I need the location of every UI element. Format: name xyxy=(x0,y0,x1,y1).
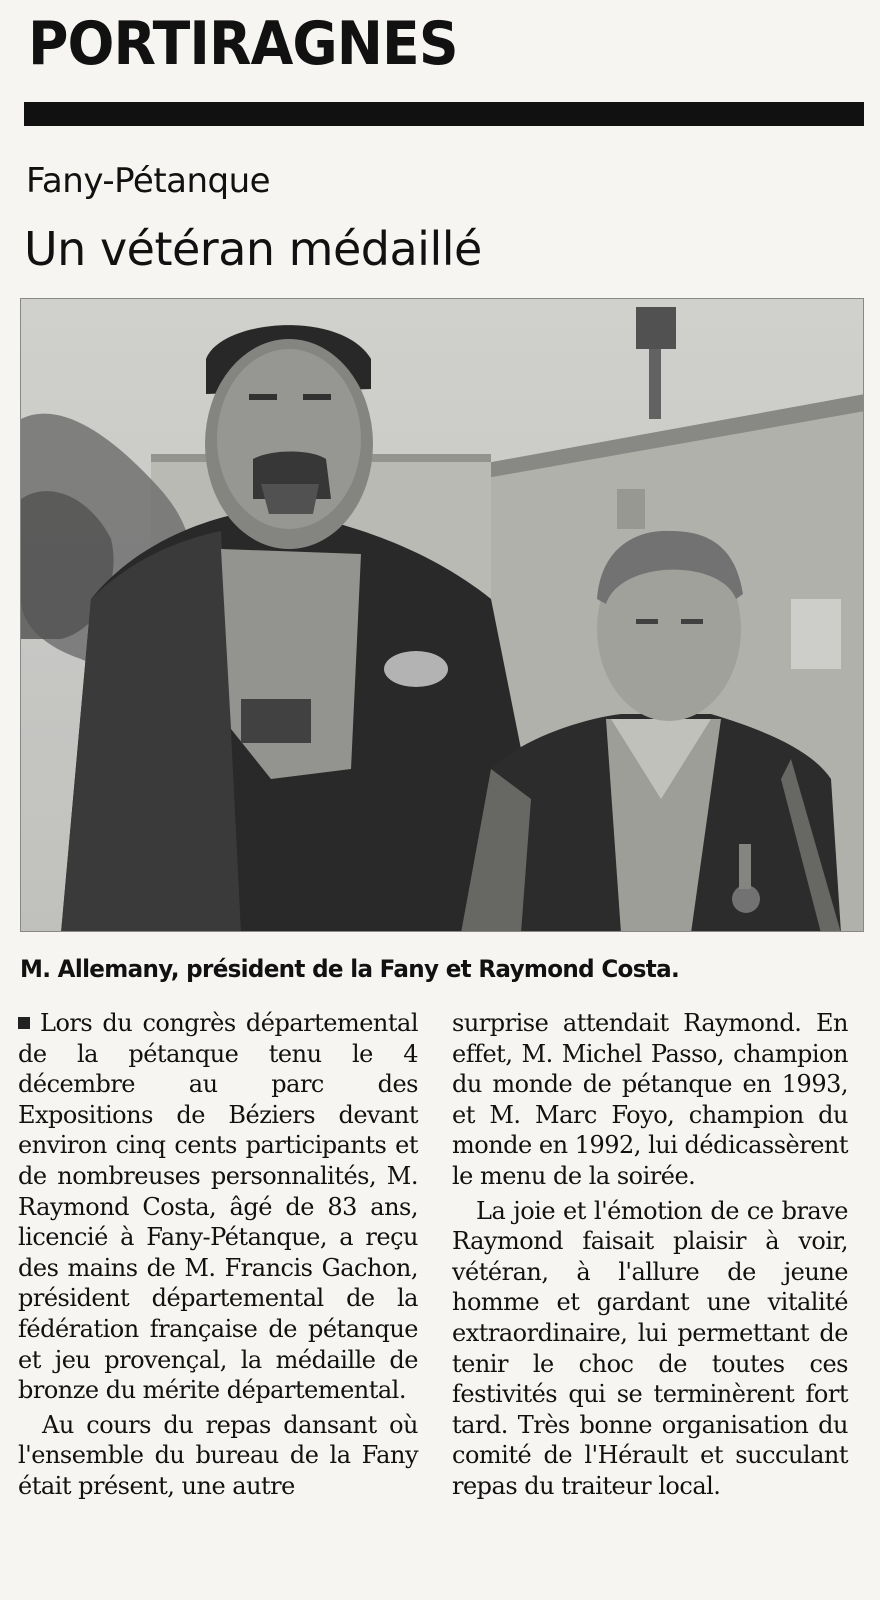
article-column-right xyxy=(452,1008,848,1502)
article-kicker: Fany-Pétanque xyxy=(26,161,271,201)
article-column-left xyxy=(18,1008,418,1502)
section-title: PORTIRAGNES xyxy=(28,9,458,79)
article-headline: Un vétéran médaillé xyxy=(24,222,482,276)
photo-caption: M. Allemany, président de la Fany et Raymond Costa. xyxy=(20,955,680,983)
two-men-photo-icon xyxy=(21,299,864,932)
paragraph-surprise: surprise attendait Raymond. En effet, M. Michel Passo, champion du monde de pétanque en 1993, et M. Marc Foyo, champion du monde en 1992, lui dédicassèrent le menu de la soirée. xyxy=(452,1009,848,1190)
paragraph-intro-text: Lors du congrès départemental de la pétanque tenu le 4 décembre au parc des Expositions de Béziers devant environ cinq cents participants et de nombreuses personnalités, M. Raymond Costa, âgé de 83 ans, licencié à Fany-Pétanque, a reçu des mains de M. Francis Gachon, président départemental de la fédération française de pétanque et jeu provençal, la médaille de bronze du mérite départemental. xyxy=(18,1009,418,1405)
bullet-square-icon xyxy=(18,1017,30,1029)
paragraph-repas: Au cours du repas dansant où l'ensemble du bureau de la Fany était présent, une autre xyxy=(18,1410,418,1500)
paragraph-joie: La joie et l'émotion de ce brave Raymond faisait plaisir à voir, vétéran, à l'allure de jeune homme et gardant une vitalité extraordinaire, lui permettant de tenir le choc de toutes ces festivités qui se terminèrent fort tard. Très bonne organisation du comité de l'Hérault et succulant repas du traiteur local. xyxy=(452,1196,848,1500)
section-rule xyxy=(24,102,864,126)
article-photo xyxy=(20,298,864,932)
paragraph-intro xyxy=(18,1008,418,1406)
